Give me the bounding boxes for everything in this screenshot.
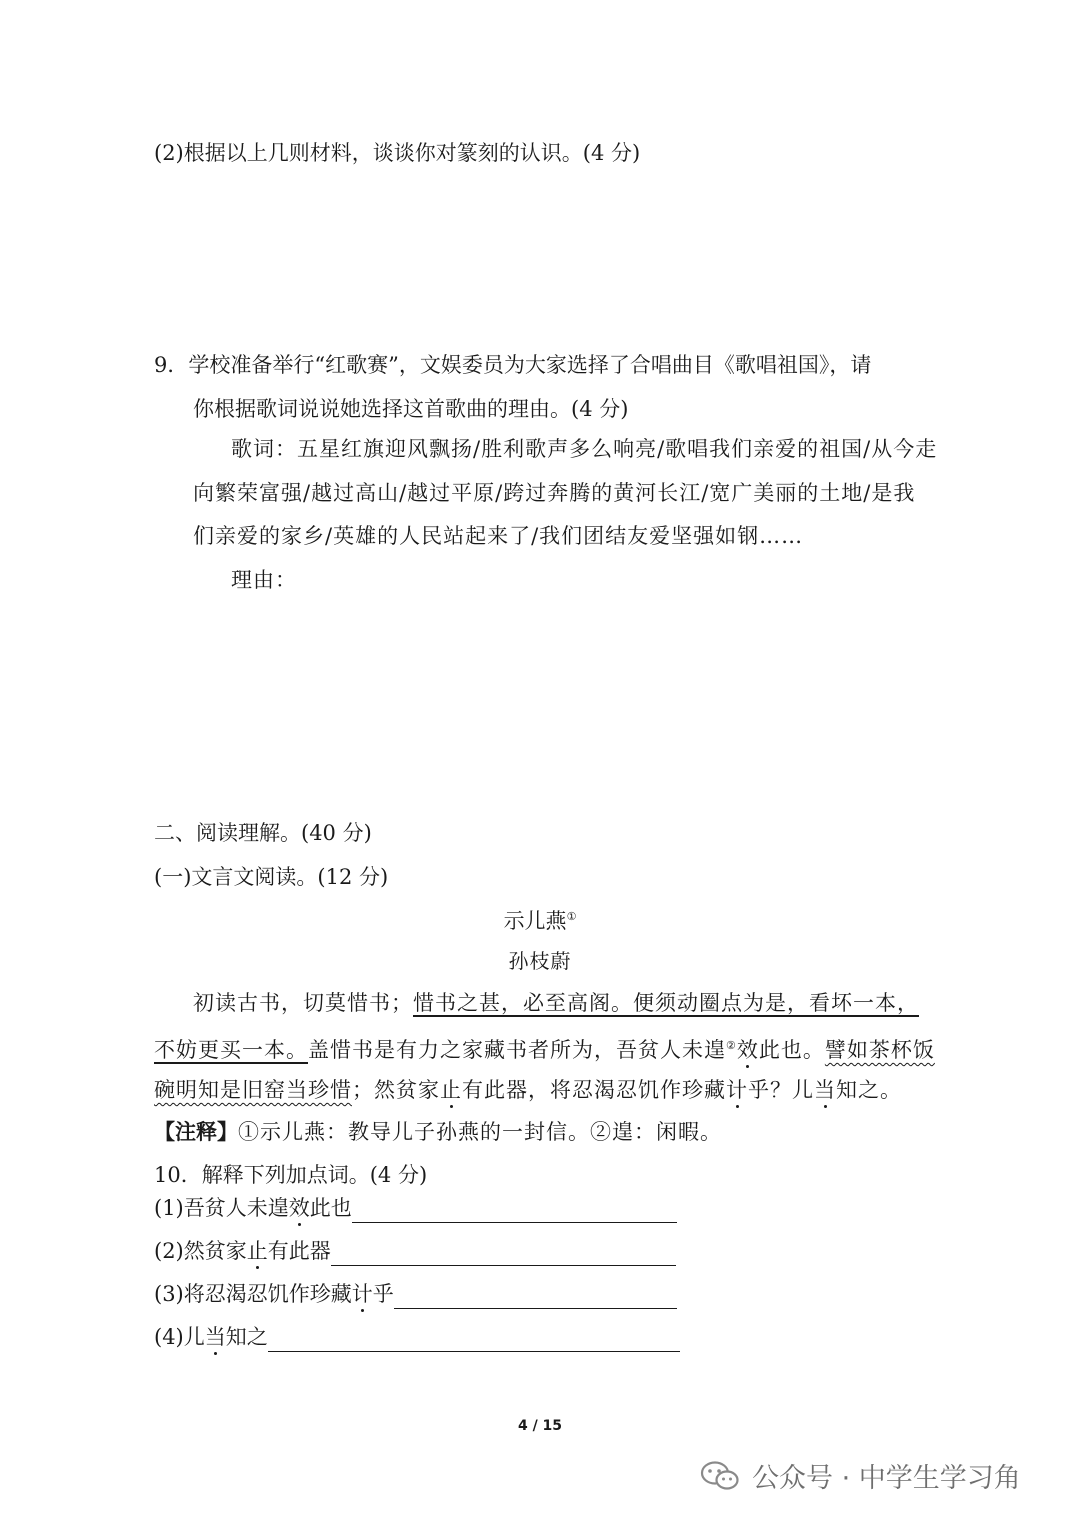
passage-line2 [154, 1031, 935, 1065]
q10-item-text: 知之 [225, 1325, 268, 1349]
poem-title-note: ① [566, 910, 577, 923]
dotted-char: 当 [814, 1078, 836, 1102]
reason-label: 理由： [231, 568, 297, 592]
dotted-char: 效 [288, 1196, 310, 1220]
question-9-line2: 你根据歌词说说她选择这首歌曲的理由。(4 分) [193, 397, 629, 421]
lyrics-line3: 们亲爱的家乡/英雄的人民站起来了/我们团结友爱坚强如钢…… [193, 524, 804, 548]
passage-text: 乎？儿 [748, 1078, 814, 1102]
q10-item-text: (4)儿 [154, 1325, 205, 1349]
poem-title-text: 示儿燕 [503, 909, 567, 933]
answer-line[interactable] [394, 1288, 677, 1309]
section-2-title: 二、阅读理解。(40 分) [154, 821, 372, 845]
q10-item-text: (2)然贫家 [154, 1239, 247, 1263]
q10-item-text: 有此器 [267, 1239, 331, 1263]
question-10-title: 10．解释下列加点词。(4 分) [154, 1163, 428, 1187]
passage-underlined: 不妨更买一本。 [154, 1038, 308, 1062]
passage-text: 此也。 [758, 1038, 825, 1062]
q10-item-text: 乎 [372, 1282, 394, 1306]
dotted-char: 止 [440, 1078, 462, 1102]
question-8-2: (2)根据以上几则材料，谈谈你对篆刻的认识。(4 分) [154, 141, 641, 165]
wechat-icon [700, 1460, 740, 1492]
answer-line[interactable] [352, 1202, 677, 1223]
notes-text: ①示儿燕：教导儿子孙燕的一封信。②遑：闲暇。 [238, 1120, 722, 1144]
q10-item-3 [154, 1279, 677, 1309]
dotted-char: 计 [351, 1282, 373, 1306]
q10-item-text: 此也 [309, 1196, 352, 1220]
passage-wavy: 碗明知是旧窑当珍惜 [154, 1078, 352, 1102]
notes [154, 1117, 722, 1147]
answer-line[interactable] [268, 1331, 680, 1352]
watermark-text: 公众号 · 中学生学习角 [752, 1463, 1021, 1494]
dotted-char: 止 [246, 1239, 268, 1263]
passage-text: 有此器，将忍渴忍饥作珍藏 [462, 1078, 726, 1102]
section-2-sub1: (一)文言文阅读。(12 分) [154, 865, 389, 889]
passage-underlined: 惜书之甚，必至高阁。便须动圈点为是，看坏一本， [413, 991, 919, 1015]
poem-title [0, 902, 1080, 936]
lyrics-line2: 向繁荣富强/越过高山/越过平原/跨过奔腾的黄河长江/宽广美丽的土地/是我 [193, 481, 916, 505]
lyrics-line1: 歌词：五星红旗迎风飘扬/胜利歌声多么响亮/歌唱我们亲爱的祖国/从今走 [231, 437, 938, 461]
notes-label: 【注释】 [154, 1120, 238, 1144]
q10-item-text: (3)将忍渴忍饥作珍藏 [154, 1282, 352, 1306]
q10-item-4 [154, 1322, 680, 1352]
passage-text: 初读古书，切莫惜书； [193, 991, 413, 1015]
passage-note: ② [726, 1039, 737, 1052]
passage-line3 [154, 1075, 902, 1105]
page-number: 4 / 15 [517, 1418, 563, 1434]
dotted-char: 计 [726, 1078, 748, 1102]
passage-text: ；然贫家 [352, 1078, 440, 1102]
passage-text: 盖惜书是有力之家藏书者所为，吾贫人未遑 [308, 1038, 726, 1062]
dotted-char: 当 [204, 1325, 226, 1349]
poem-author: 孙枝蔚 [508, 949, 572, 973]
passage-line1 [193, 988, 919, 1018]
watermark [700, 1456, 1021, 1495]
q10-item-text: (1)吾贫人未遑 [154, 1196, 289, 1220]
q10-item-2 [154, 1236, 676, 1266]
answer-line[interactable] [331, 1245, 676, 1266]
passage-text: 知之。 [836, 1078, 902, 1102]
q10-item-1 [154, 1193, 677, 1223]
passage-wavy: 譬如茶杯饭 [824, 1038, 935, 1062]
question-9-line1: 9．学校准备举行“红歌赛”，文娱委员为大家选择了合唱曲目《歌唱祖国》，请 [154, 353, 872, 377]
dotted-char: 效 [736, 1038, 759, 1062]
